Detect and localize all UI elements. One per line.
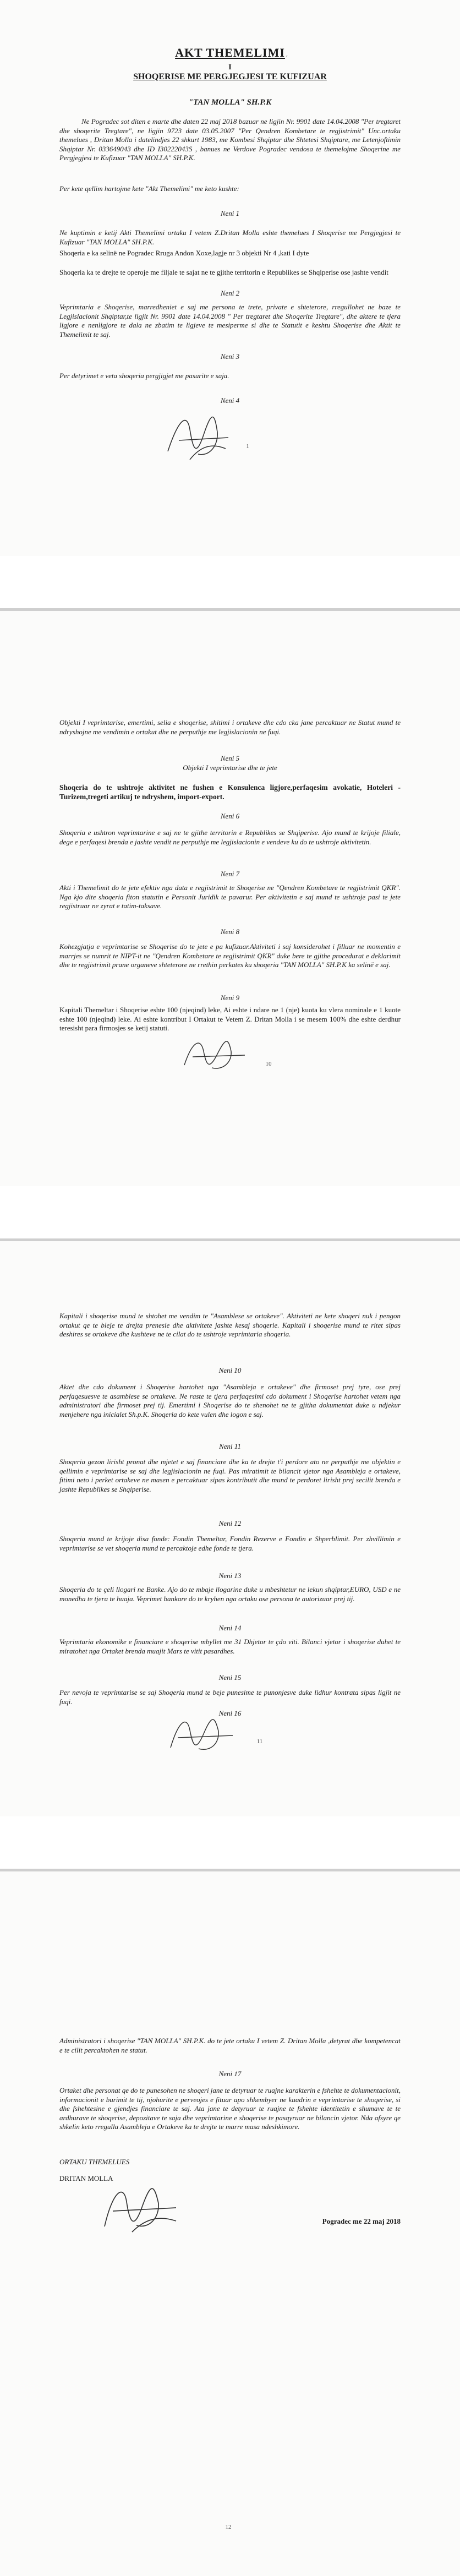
page-number: 12 [225,2524,232,2530]
page-number: 11 [256,1738,263,1745]
page-gap [0,1186,460,1238]
place-and-date: Pogradec me 22 maj 2018 [322,2217,401,2225]
neni-3-paragraph: Per detyrimet e veta shoqeria pergjigjet me pasurite e saja. [59,372,229,380]
page-number: 1 [246,443,249,450]
neni-10-paragraph: Aktet dhe cdo dokument i Shoqerise hartohet nga "Asambleja e ortakeve" dhe firmoset prej tyre, ose prej perfaqesuesve te asamblese se ortakeve. Ne raste te tjera perfaqesimi cdo dokument i Shoqerise hartohet vetem nga administratori dhe firmoset prej tij. Emertimi i Shoqerise do te shenohet ne te gjitha dokumentat duke u ndjekur menjehere nga inicialet Sh.p.K. Shoqeria do kete vulen dhe logon e saj. [59,1383,401,1418]
neni-7-paragraph: Akti i Themelimit do te jete efektiv nga data e regjistrimit te Shoqerise ne "Qendren Kombetare te regjistrimit QKR". Nga kjo dite shoqeria fiton statutin e Personit Juridik te pavarur. Per aktivitetin e saj mund te ushtroje pasi te jete regjistruar ne zyrat e tatim-taksave. [59,883,401,910]
neni-2-paragraph: Veprimtaria e Shoqerise, marredheniet e saj me persona te trete, private e shteterore, rregullohet ne baze te Legjislacionit Shqiptar,te ligjit Nr. 9901 date 14.04.2008 " Per tregtaret dhe Shoqerite Tregtare", dhe aktere te tjera ligjore e nenligjore te dala ne zbatim te ligjeve te mesiperme si dhe te Statutit e keshtu Shoqerise dhe Aktit te Themelimit te saj. [59,303,401,339]
neni-6-label: Neni 6 [220,812,240,820]
neni-16-paragraph: Administratori i shoqerise "TAN MOLLA" SH.P.K. do te jete ortaku I vetem Z. Dritan Molla ,detyrat dhe kompetencat e te cilit percaktohen ne statut. [59,2037,401,2054]
neni-17-label: Neni 17 [218,2070,242,2078]
neni-6-paragraph: Shoqeria e ushtron veprimtarine e saj ne te gjithe territorin e Republikes se Shqiperise. Ajo mund te krijoje filiale, dege e perfaqesi brenda e jashte vendit ne perputhje me legjislacionin e vendeve ku do te ushtroje aktivitetin. [59,828,401,846]
neni-9-paragraph: Kapitali Themeltar i Shoqerise eshte 100 (njeqind) leke, Ai eshte i ndare ne 1 (nje) kuota ku vlera nominale e 1 kuote eshte 100 (njeqind) leke. Ai eshte kontribut I Ortakut te Vetem Z. Dritan Molla i se mesem 100% dhe eshte derdhur teresisht para firmosjes se ketij statuti. [59,1006,401,1032]
signature-page-2 [176,1032,253,1076]
neni-3-label: Neni 3 [220,352,240,361]
document-title: AKT THEMELIMI [175,46,285,59]
neni-8-paragraph: Kohezgjatja e veprimtarise se Shoqerise do te jete e pa kufizuar.Aktiviteti i saj konsiderohet i filluar ne momentin e marrjes se numrit te NIPT-it ne "Qendren Kombetare te regjistrimit QKR" duke bere te gjithe procedurat e deklarimit dhe te regjistrimit prane organeve shteterore ne rrethin perkates ku shoqeria "TAN MOLLA" SH.P.K ka selinë e saj. [59,942,401,969]
neni-9-label: Neni 9 [220,994,240,1002]
neni-13-paragraph: Shoqeria do te çeli llogari ne Banke. Ajo do te mbaje llogarine duke u mbeshtetur ne lekun shqiptar,EURO, USD e ne monedha te tjera te huaja. Veprimet bankare do te kryhen nga ortaku ose persona te autorizuar prej tij. [59,1585,401,1603]
page-top-edge [0,608,460,611]
neni-4-paragraph: Objekti I veprimtarise, emertimi, selia e shoqerise, shitimi i ortakeve dhe cdo cka jane percaktuar ne Statut mund te ndryshojne me vendimin e ortakut dhe ne perputhje me legjislacionin ne fuqi. [59,718,401,736]
signatory-name: DRITAN MOLLA [59,2174,113,2182]
neni-1-label: Neni 1 [220,209,240,217]
signature-page-3 [162,1709,239,1759]
neni-14-label: Neni 14 [218,1624,242,1632]
neni-5-heading: Objekti I veprimtarise dhe te jete [183,763,277,772]
neni-12-label: Neni 12 [218,1519,242,1527]
page-number: 10 [265,1061,272,1067]
neni-4-label: Neni 4 [220,396,240,405]
document-page-3 [0,1238,460,1816]
neni-10-label: Neni 10 [218,1366,242,1374]
signature-heading: ORTAKU THEMELUES [59,2158,130,2166]
neni-15-label: Neni 15 [218,1673,242,1682]
neni-1-paragraph-3: Shoqeria ka te drejte te operoje me filjale te sajat ne te gjithe territorin e Republikes se Shqiperise ose jashte vendit [59,268,388,276]
neni-2-label: Neni 2 [220,289,240,297]
neni-14-paragraph: Veprimtaria ekonomike e financiare e shoqerise mbyllet me 31 Dhjetor te çdo viti. Bilanci vjetor i shoqerise duhet te miratohet nga Ortaket brenda muajit Mars te vitit pasardhes. [59,1638,401,1655]
document-page-4 [0,1869,460,2576]
page-top-edge [0,1869,460,1871]
neni-11-paragraph: Shoqeria gezon lirisht pronat dhe mjetet e saj financiare dhe ka te drejte t'i perdore ato ne perputhje me objektin e qellimin e veprimtarise se saj dhe legjislacionin ne fuqi. Pas miratimit te bilancit vjetor nga Asambleja e ortakeve, fitimi neto i perket ortakeve ne masen e percaktuar sipas kontributit dhe mund te perdoret lirisht prej secilit brenda e jashte Republikes se Shqiperise. [59,1458,401,1493]
neni-11-label: Neni 11 [219,1442,241,1450]
neni-16-label: Neni 16 [218,1709,242,1717]
page-top-edge [0,1238,460,1241]
signature-page-4 [94,2177,187,2237]
neni-1-paragraph-1: Ne kuptimin e ketij Akti Themelimi ortaku I vetem Z.Dritan Molla eshte themelues I Shoqerise me Pergjegjesi te Kufizuar "TAN MOLLA" SH.P.K. [59,228,401,246]
document-page-2 [0,608,460,1186]
neni-7-label: Neni 7 [220,870,240,878]
intro-paragraph: Ne Pogradec sot diten e marte dhe daten 22 maj 2018 bazuar ne ligjin Nr. 9901 date 14.04.2008 "Per tregtaret dhe shoqerite Tregtare", ne ligjin 9723 date 03.05.2007 "Per Qendren Kombetare te regjistrimit" Unc.ortaku themelues , Dritan Molla i datelindjes 22 shkurt 1983, me Kombesi Shqiptar dhe Shtetesi Shqiptare, me Letenjoftimin Shqiptar Nr. 033649043 dhe ID I30222043S , banues ne Verdove Pogradec vendosa te themelojme Shoqerine me Pergjegjesi te Kufizuar "TAN MOLLA" SH.P.K. [59,117,401,162]
neni-5-paragraph: Shoqeria do te ushtroje aktivitet ne fushen e Konsulenca ligjore,perfaqesim avokatie, Hoteleri -Turizem,tregeti artikuj te ndryshem, import-export. [59,783,401,801]
title-number: I [228,63,232,72]
neni-15-paragraph: Per nevoja te veprimtarise se saj Shoqeria mund te beje punesime te punonjesve duke lidhur kontrata sipas ligjit ne fuqi. [59,1688,401,1706]
neni-1-paragraph-2: Shoqeria e ka selinë ne Pogradec Rruga Andon Xoxe,lagje nr 3 objekti Nr 4 ,kati I dyte [59,249,309,257]
neni-5-label: Neni 5 [220,754,240,762]
neni-12-paragraph: Shoqeria mund te krijoje disa fonde: Fondin Themeltar, Fondin Rezerve e Fondin e Shperblimit. Per zhvillimin e veprimtarise se vet shoqeria mund te percaktoje edhe fonde te tjera. [59,1535,401,1552]
document-subtitle: SHOQERISE ME PERGJEGJESI TE KUFIZUAR [133,72,327,81]
document-page-1 [0,0,460,556]
page-gap [0,1816,460,1869]
pre-articles-line: Per kete qellim hartojme kete "Akt Themelimi" me keto kushte: [59,184,239,193]
title-mark: ᵣ [286,52,288,58]
page-gap [0,556,460,608]
company-name: "TAN MOLLA" SH.P.K [188,98,272,107]
neni-17-paragraph: Ortaket dhe personat qe do te punesohen ne shoqeri jane te detyruar te ruajne karakterin e fshehte te dokumentacionit, informacionit e burimit te tij, njohurite e perveojes e fituar apo shkembyer ne kuadrin e veprimtarise te shoqerise, si dhe fshehtesine e gjendjes financiare te saj. Ata jane te detyruar te ruajne te fshehte identitetin e shumave te te ardhurave te shoqerise, depozitave te saja dhe veprimtarine e shoqerise te pasqyruar ne bilancin vjetor. Nda afsyre qe shkelin keto rregulla Asambleja e Ortakeve ka te drejte te marre masa ndeshkimore. [59,2086,401,2131]
capital-paragraph: Kapitali i shoqerise mund te shtohet me vendim te "Asamblese se ortakeve". Aktiviteti ne kete shoqeri nuk i pengon ortakut qe te bleje te drejta prenesie dhe aktivitete jashte kesaj shoqerie. Kapitali i shoqerise mund te ritet sipas deshires se ortakeve dhe kushteve ne te cilat do te ushtroje veprimtaria shoqeria. [59,1312,401,1338]
neni-8-label: Neni 8 [220,927,240,936]
neni-13-label: Neni 13 [218,1571,242,1580]
signature-page-1 [157,407,239,468]
